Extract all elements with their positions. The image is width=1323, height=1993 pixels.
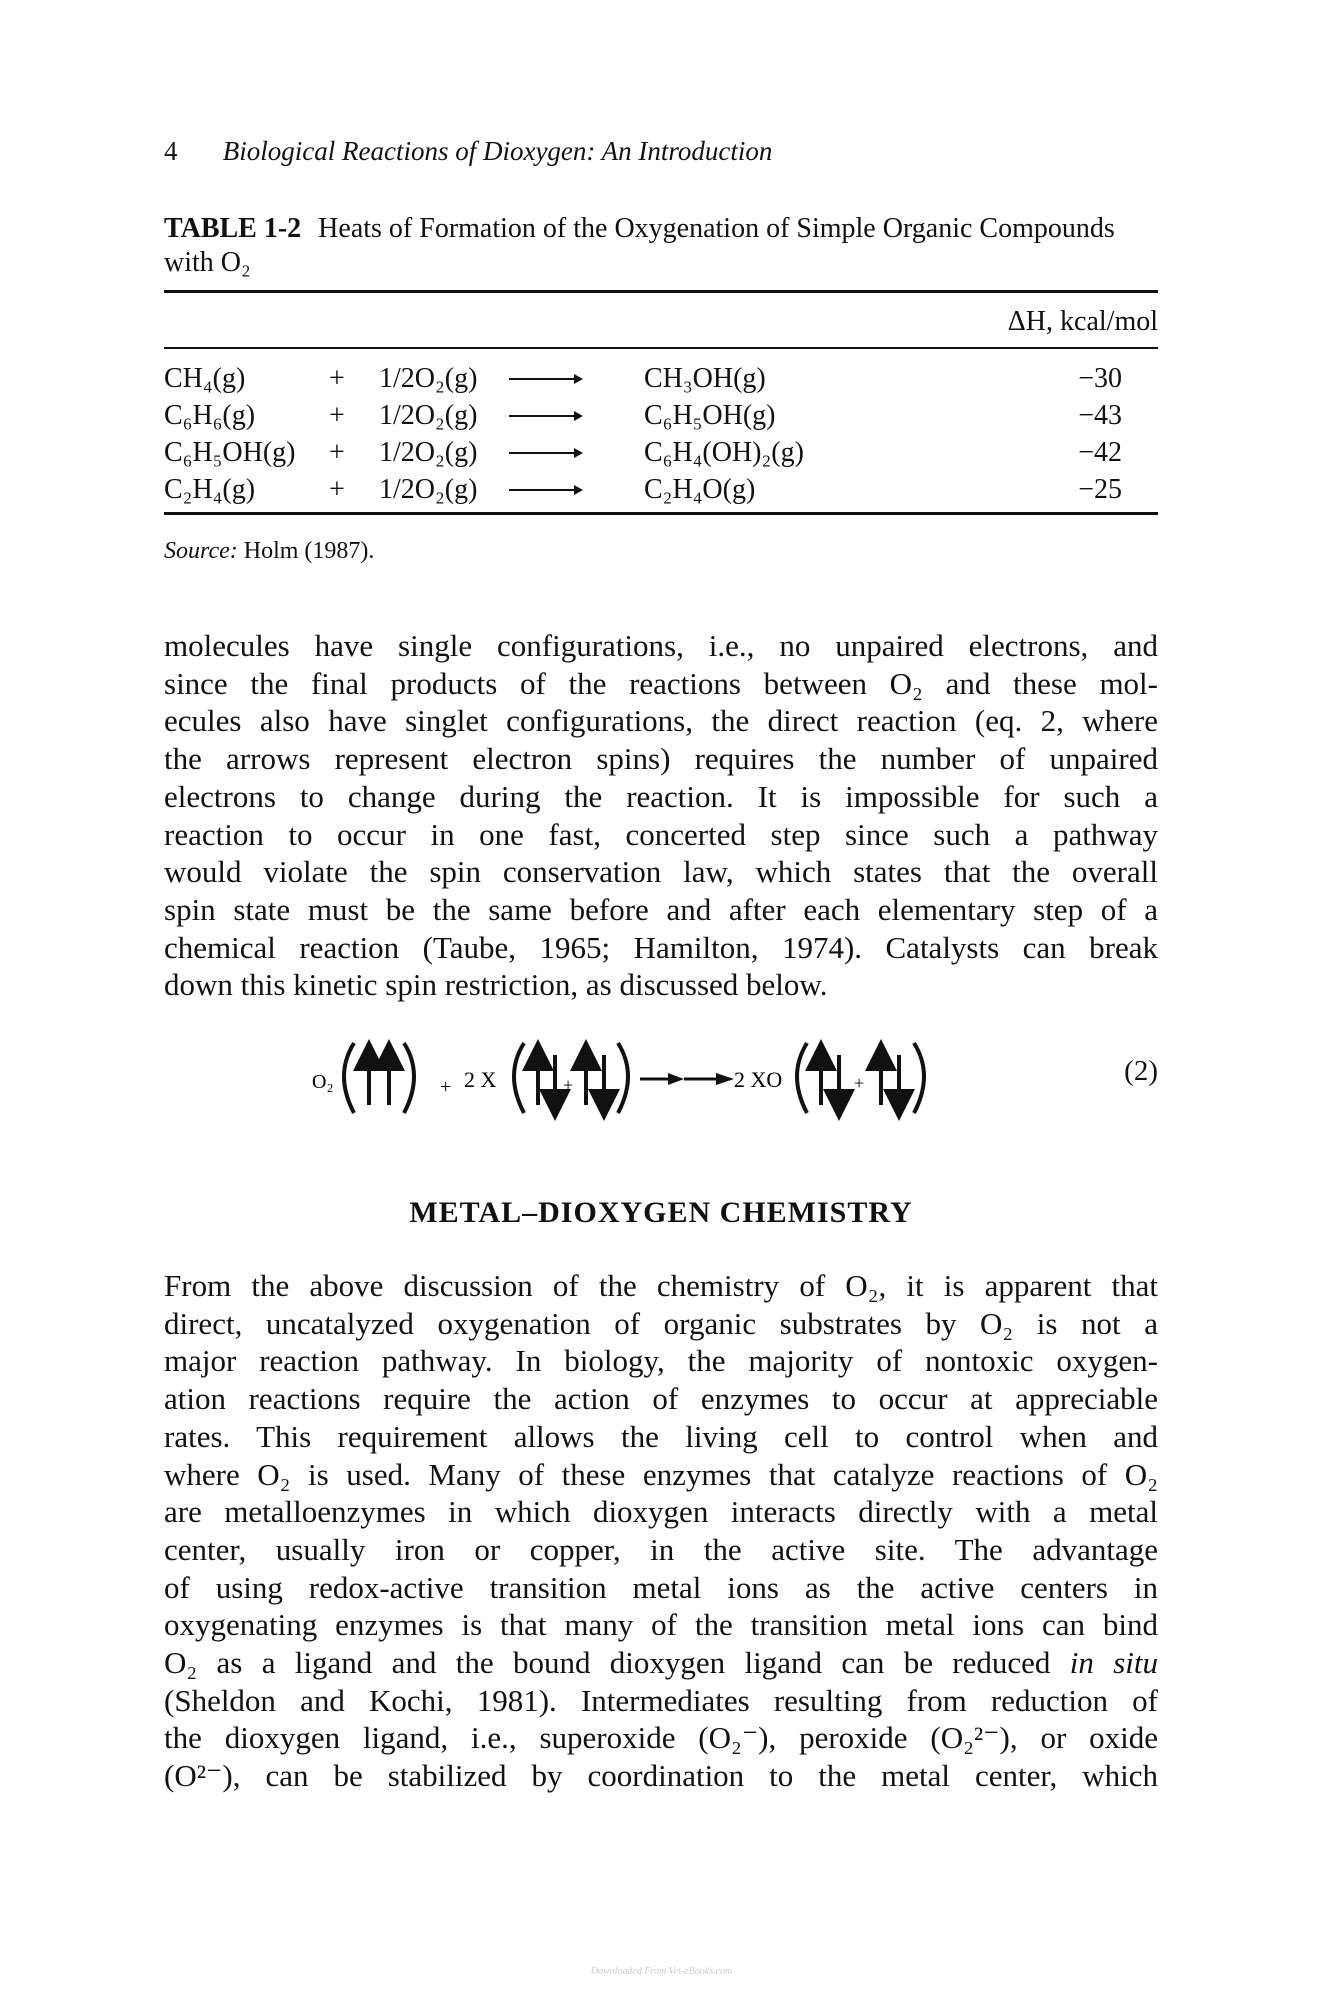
text-line: ecules also have singlet configurations, the direct reaction (eq. 2, where bbox=[164, 703, 1158, 739]
text-line: the dioxygen ligand, i.e., superoxide (O₂⁻), peroxide (O₂²⁻), or oxide bbox=[164, 1720, 1158, 1756]
table-caption bbox=[164, 212, 1124, 280]
text-line: spin state must be the same before and after each elementary step of a bbox=[164, 891, 1158, 927]
cell-product: C₆H₄(OH)₂(g) bbox=[644, 437, 804, 468]
table-row bbox=[164, 397, 1158, 434]
reaction-arrow bbox=[509, 397, 644, 434]
cell-reactant: CH₄(g) bbox=[164, 363, 246, 394]
cell-reactant: C₂H₄(g) bbox=[164, 474, 256, 505]
cell-product: CH₃OH(g) bbox=[644, 363, 766, 394]
text-line: (Sheldon and Kochi, 1981). Intermediates resulting from reduction of bbox=[164, 1682, 1158, 1718]
text-line: reaction to occur in one fast, concerted step since such a pathway bbox=[164, 816, 1158, 852]
cell-product: C₂H₄O(g) bbox=[644, 474, 756, 505]
cell-plus: + bbox=[329, 400, 345, 431]
table-top-rule bbox=[164, 290, 1158, 293]
paragraph-1 bbox=[164, 627, 1158, 1004]
table-bottom-rule bbox=[164, 512, 1158, 515]
table-column-header: ΔH, kcal/mol bbox=[1007, 306, 1158, 337]
text-line: of using redox-active transition metal ions as the active centers in bbox=[164, 1569, 1158, 1605]
cell-oxygen: 1/2O₂(g) bbox=[379, 400, 478, 431]
text-line: since the final products of the reactions between O₂ and these mol- bbox=[164, 665, 1158, 701]
footer-watermark: Downloaded From Vet-eBooks.com bbox=[590, 1966, 733, 1977]
page-number: 4 bbox=[164, 136, 178, 166]
text-line: From the above discussion of the chemistry of O₂, it is apparent that bbox=[164, 1268, 1158, 1303]
cell-plus: + bbox=[329, 363, 345, 394]
cell-oxygen: 1/2O₂(g) bbox=[379, 474, 478, 505]
table-source bbox=[164, 538, 374, 565]
cell-plus: + bbox=[329, 474, 345, 505]
section-heading: METAL–DIOXYGEN CHEMISTRY bbox=[409, 1196, 913, 1229]
table-row bbox=[164, 434, 1158, 471]
paragraph-2 bbox=[164, 1267, 1158, 1795]
reaction-arrow bbox=[509, 471, 644, 508]
text-line: molecules have single configurations, i.e., no unpaired electrons, and bbox=[164, 628, 1158, 663]
text-line: center, usually iron or copper, in the active site. The advantage bbox=[164, 1531, 1158, 1567]
cell-oxygen: 1/2O₂(g) bbox=[379, 363, 478, 394]
coef-left: 2 X bbox=[464, 1067, 497, 1092]
text-line: O₂ as a ligand and the bound dioxygen ligand can be reduced in situ bbox=[164, 1645, 1158, 1681]
equation-2 bbox=[164, 1025, 1158, 1125]
text-line: rates. This requirement allows the living cell to control when and bbox=[164, 1418, 1158, 1454]
plus-sign-3: + bbox=[854, 1073, 865, 1093]
cell-dh: −42 bbox=[1078, 437, 1122, 468]
product-label: 2 XO bbox=[734, 1067, 783, 1092]
source-label: Source: bbox=[164, 538, 238, 564]
running-header bbox=[164, 136, 772, 167]
plus-sign-1: + bbox=[440, 1076, 452, 1098]
reaction-table bbox=[164, 360, 1158, 508]
cell-oxygen: 1/2O₂(g) bbox=[379, 437, 478, 468]
table-row bbox=[164, 471, 1158, 508]
reaction-arrow-icon bbox=[509, 378, 581, 380]
plus-sign-2: + bbox=[563, 1075, 574, 1095]
cell-reactant: C₆H₅OH(g) bbox=[164, 437, 296, 468]
cell-reactant: C₆H₆(g) bbox=[164, 400, 256, 431]
reaction-arrow-icon bbox=[509, 489, 581, 491]
text-line: where O₂ is used. Many of these enzymes that catalyze reactions of O₂ bbox=[164, 1456, 1158, 1492]
text-line: chemical reaction (Taube, 1965; Hamilton, 1974). Catalysts can break bbox=[164, 929, 1158, 965]
cell-dh: −43 bbox=[1078, 400, 1122, 431]
text-line: oxygenating enzymes is that many of the transition metal ions can bind bbox=[164, 1607, 1158, 1643]
o2-label: O₂ bbox=[312, 1071, 334, 1093]
text-line: electrons to change during the reaction. It is impossible for such a bbox=[164, 778, 1158, 814]
running-title: Biological Reactions of Dioxygen: An Introduction bbox=[222, 136, 773, 166]
equation-number: (2) bbox=[1124, 1055, 1158, 1087]
table-row bbox=[164, 360, 1158, 397]
table-label: TABLE 1-2 bbox=[164, 213, 302, 244]
table-title: Heats of Formation of the Oxygenation of Simple Organic Compounds with O₂ bbox=[164, 213, 1115, 278]
reaction-arrow-icon bbox=[509, 415, 581, 417]
text-line: direct, uncatalyzed oxygenation of organic substrates by O₂ is not a bbox=[164, 1305, 1158, 1341]
cell-product: C₆H₅OH(g) bbox=[644, 400, 776, 431]
text-line: major reaction pathway. In biology, the majority of nontoxic oxygen- bbox=[164, 1343, 1158, 1379]
source-text: Holm (1987). bbox=[243, 538, 375, 564]
text-line: (O²⁻), can be stabilized by coordination to the metal center, which bbox=[164, 1758, 1158, 1794]
spin-diagram bbox=[164, 1025, 994, 1125]
text-line: would violate the spin conservation law, which states that the overall bbox=[164, 854, 1158, 890]
text-line: the arrows represent electron spins) requires the number of unpaired bbox=[164, 741, 1158, 777]
text-line: down this kinetic spin restriction, as discussed below. bbox=[164, 967, 828, 1003]
cell-dh: −30 bbox=[1078, 363, 1122, 394]
reaction-arrow-icon bbox=[509, 452, 581, 454]
cell-dh: −25 bbox=[1078, 474, 1122, 505]
table-header-rule bbox=[164, 347, 1158, 349]
text-line: ation reactions require the action of enzymes to occur at appreciable bbox=[164, 1381, 1158, 1417]
cell-plus: + bbox=[329, 437, 345, 468]
text-line: are metalloenzymes in which dioxygen interacts directly with a metal bbox=[164, 1494, 1158, 1530]
reaction-arrow bbox=[509, 360, 644, 397]
reaction-arrow bbox=[509, 434, 644, 471]
